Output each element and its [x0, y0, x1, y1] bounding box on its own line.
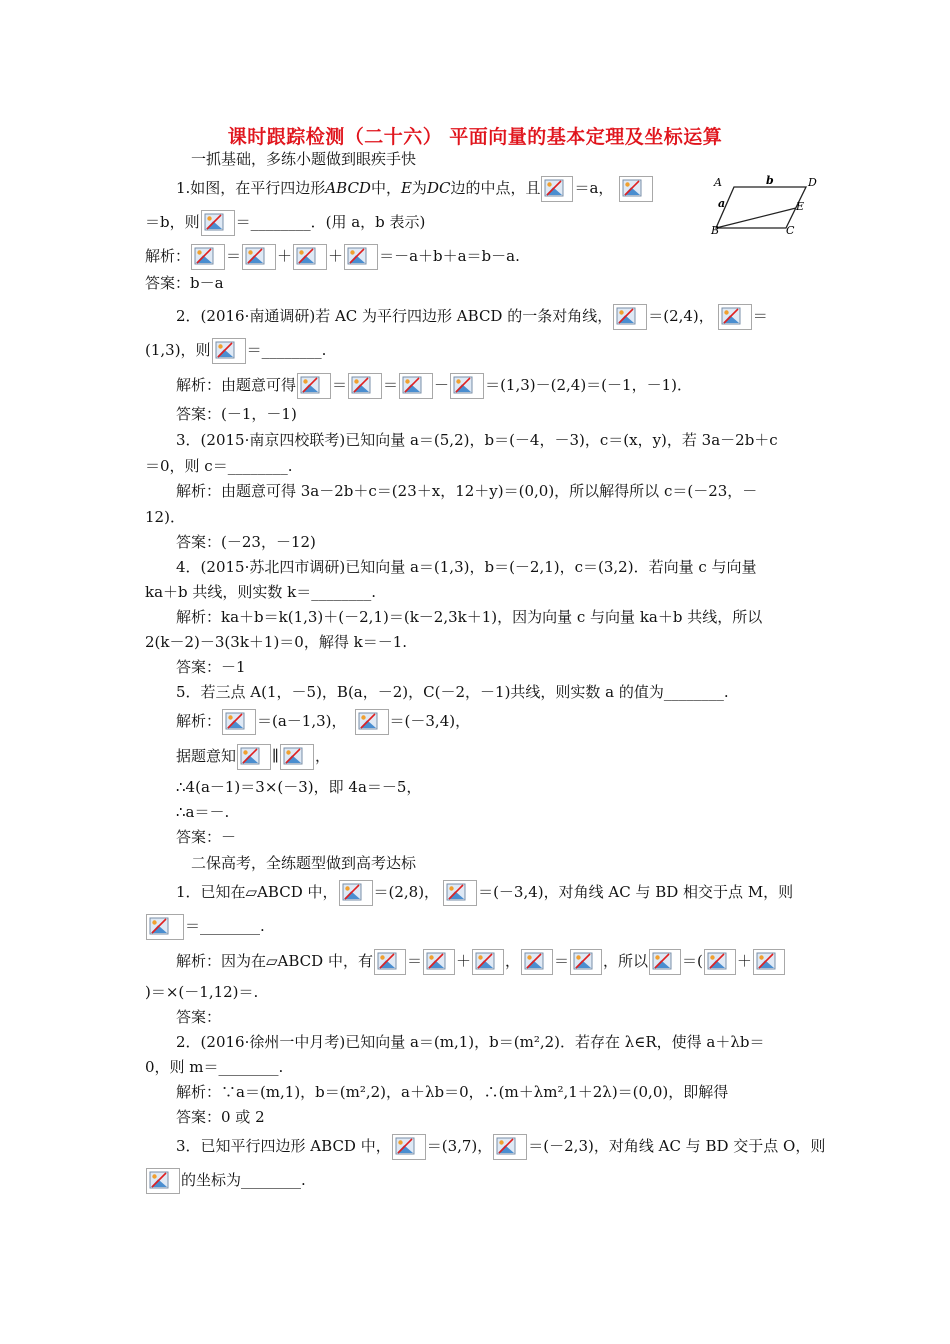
p2-line2: 0，则 m＝________.: [145, 1058, 284, 1076]
p1-eq2: ＝: [554, 952, 570, 970]
q1-analysis-label: 解析：: [145, 247, 191, 265]
broken-image-glyph: [147, 915, 183, 939]
p1-plus2: ＋: [736, 952, 752, 970]
p1-comma: ，: [504, 952, 520, 970]
label-a: a: [718, 197, 726, 210]
vector-image-icon: [472, 949, 504, 975]
broken-image-glyph: [243, 245, 275, 269]
q4-analysis1: 解析：ka＋b＝k(1,3)＋(－2,1)＝(k－2,3k＋1)，因为向量 c 与向量 ka＋b 共线，所以: [176, 608, 763, 626]
vector-image-icon: [146, 1168, 180, 1194]
broken-image-glyph: [375, 950, 405, 974]
vector-image-icon: [570, 949, 602, 975]
diagonal-be: [716, 208, 796, 228]
p1-line1-text: 1．已知在▱ABCD 中，: [176, 883, 338, 901]
vector-image-icon: [450, 373, 484, 399]
q2-line2a: (1,3)，则: [145, 341, 211, 359]
broken-image-glyph: [424, 950, 454, 974]
p1-line2: [145, 914, 265, 940]
label-D: D: [808, 176, 817, 189]
vector-image-icon: [297, 373, 331, 399]
q2-analysis: 解析：由题意可得 ＝ ＝ － ＝(1,3)－(2,4)＝(－1，－1)．: [176, 373, 692, 399]
vector-image-icon: [443, 880, 477, 906]
p1-eq1: ＝: [406, 952, 422, 970]
broken-image-glyph: [223, 710, 255, 734]
q1-e: E: [400, 179, 412, 197]
q5-v1: ＝(a－1,3)，: [257, 712, 347, 730]
p1-paren: ＝(: [682, 952, 703, 970]
q2-line1-text: 2．(2016·南通调研)若 AC 为平行四边形 ABCD 的一条对角线，: [176, 307, 613, 325]
p3-v1: ＝(3,7)，: [426, 1137, 493, 1155]
q1-analysis: 解析： ＝ ＋ ＋ ＝－a＋b＋a＝b－a.: [145, 244, 520, 270]
broken-image-glyph: [444, 881, 476, 905]
broken-image-glyph: [400, 374, 432, 398]
section-heading-1: 一抓基础，多练小题做到眼疾手快: [191, 150, 417, 168]
q5-parallel: ∥: [272, 747, 279, 765]
p1-analysis2: )＝×(－1,12)＝.: [145, 983, 259, 1001]
q2-analysis-tail: ＝(1,3)－(2,4)＝(－1，－1)．: [485, 376, 692, 394]
parallelogram-figure: [712, 172, 822, 236]
vector-image-icon: [753, 949, 785, 975]
q4-line1: 4．(2015·苏北四市调研)已知向量 a＝(1,3)，b＝(－2,1)，c＝(3,2)．若向量 c 与向量: [176, 558, 757, 576]
broken-image-glyph: [614, 305, 646, 329]
q2-line1: 2．(2016·南通调研)若 AC 为平行四边形 ABCD 的一条对角线， ＝(2,4)， ＝: [176, 304, 768, 330]
vector-image-icon: [649, 949, 681, 975]
q1-mid: 中，: [370, 179, 401, 197]
p2-line1: 2．(2016·徐州一中月考)已知向量 a＝(m,1)，b＝(m²,2)．若存在 λ∈R，使得 a＋λb＝: [176, 1033, 765, 1051]
broken-image-glyph: [571, 950, 601, 974]
broken-image-glyph: [451, 374, 483, 398]
broken-image-glyph: [298, 374, 330, 398]
q1-line2: [145, 210, 425, 236]
q1-line1: [176, 176, 654, 202]
broken-image-glyph: [522, 950, 552, 974]
vector-image-icon: [242, 244, 276, 270]
vector-image-icon: [392, 1134, 426, 1160]
label-E: E: [796, 200, 805, 213]
q3-line2: ＝0，则 c＝________.: [145, 457, 293, 475]
p1-line1: [176, 880, 793, 906]
broken-image-glyph: [356, 710, 388, 734]
p1-plus1: ＋: [455, 952, 471, 970]
label-B: B: [711, 224, 720, 237]
p1-line2-text: ＝________.: [185, 917, 265, 935]
broken-image-glyph: [238, 745, 270, 769]
q2-analysis-text: 解析：由题意可得: [176, 376, 297, 394]
vector-image-icon: [339, 880, 373, 906]
parallelogram-shape: [716, 187, 806, 228]
section-heading-2: 二保高考，全练题型做到高考达标: [191, 854, 417, 872]
vector-image-icon: [280, 744, 314, 770]
vector-image-icon: [493, 1134, 527, 1160]
p1-v1: ＝(2,8)，: [373, 883, 440, 901]
vector-image-icon: [399, 373, 433, 399]
broken-image-glyph: [393, 1135, 425, 1159]
q5-line3c: ，: [314, 747, 330, 765]
q2-v1: ＝(2,4)，: [648, 307, 714, 325]
vector-image-icon: [541, 176, 573, 202]
broken-image-glyph: [650, 950, 680, 974]
vector-image-icon: [619, 176, 653, 202]
label-b: b: [766, 174, 774, 187]
q5-line4: ∴4(a－1)＝3×(－3)，即 4a＝－5，: [176, 778, 422, 796]
broken-image-glyph: [202, 211, 234, 235]
p1-v2: ＝(－3,4)，对角线 AC 与 BD 相交于点 M，则: [478, 883, 794, 901]
broken-image-glyph: [473, 950, 503, 974]
broken-image-glyph: [340, 881, 372, 905]
vector-image-icon: [191, 244, 225, 270]
q5-line3a: 据题意知: [176, 747, 237, 765]
label-C: C: [786, 224, 795, 237]
broken-image-glyph: [294, 245, 326, 269]
q5-analysis-label: 解析：: [176, 712, 222, 730]
label-A: A: [714, 176, 722, 189]
p2-answer: 答案：0 或 2: [176, 1108, 265, 1126]
q2-line2b: ＝________.: [246, 341, 327, 359]
p3-line1-text: 3．已知平行四边形 ABCD 中，: [176, 1137, 391, 1155]
broken-image-glyph: [345, 245, 377, 269]
q5-line1: 5．若三点 A(1，－5)，B(a，－2)，C(－2，－1)共线，则实数 a 的值为________.: [176, 683, 729, 701]
p1-analysis1-text: 解析：因为在▱ABCD 中，有: [176, 952, 373, 970]
q5-v2: ＝(－3,4)，: [389, 712, 471, 730]
q1-analysis-tail: ＝－a＋b＋a＝b－a.: [379, 247, 520, 265]
broken-image-glyph: [705, 950, 735, 974]
vector-image-icon: [374, 949, 406, 975]
vector-image-icon: [348, 373, 382, 399]
vector-image-icon: [293, 244, 327, 270]
p1-analysis1: [176, 949, 786, 975]
q1-line2a: ＝b，则: [145, 213, 200, 231]
q1-mid2: 为: [411, 179, 427, 197]
q2-line2: [145, 338, 326, 364]
vector-image-icon: [237, 744, 271, 770]
vector-image-icon: [423, 949, 455, 975]
q5-line3: [176, 744, 330, 770]
broken-image-glyph: [349, 374, 381, 398]
vector-image-icon: [201, 210, 235, 236]
q3-line1: 3．(2015·南京四校联考)已知向量 a＝(5,2)，b＝(－4，－3)，c＝(x，y)，若 3a－2b＋c: [176, 431, 778, 449]
vector-image-icon: [222, 709, 256, 735]
q1-line2b: ＝________．(用 a，b 表示): [235, 213, 426, 231]
broken-image-glyph: [620, 177, 652, 201]
vector-image-icon: [355, 709, 389, 735]
p3-line2-text: 的坐标为________.: [181, 1171, 306, 1189]
vector-image-icon: [344, 244, 378, 270]
q5-line5: ∴a＝－.: [176, 803, 230, 821]
p1-suoyi: ，所以: [603, 952, 649, 970]
vector-image-icon: [704, 949, 736, 975]
broken-image-glyph: [213, 339, 245, 363]
vector-image-icon: [613, 304, 647, 330]
q1-text: 1.如图，在平行四边形: [176, 179, 326, 197]
broken-image-glyph: [147, 1169, 179, 1193]
q4-analysis2: 2(k－2)－3(3k＋1)＝0，解得 k＝－1.: [145, 633, 408, 651]
q1-answer: 答案：b－a: [145, 274, 224, 292]
q5-answer: 答案：－: [176, 828, 237, 846]
q2-answer: 答案：(－1，－1): [176, 405, 297, 423]
q4-answer: 答案：－1: [176, 658, 246, 676]
broken-image-glyph: [719, 305, 751, 329]
q4-line2: ka＋b 共线，则实数 k＝________.: [145, 583, 377, 601]
vector-image-icon: [718, 304, 752, 330]
q1-eq-a: ＝a，: [574, 179, 614, 197]
p2-analysis: 解析：∵a＝(m,1)，b＝(m²,2)，a＋λb＝0，∴(m＋λm²,1＋2λ)＝(0,0)，即解得: [176, 1083, 729, 1101]
vector-image-icon: [521, 949, 553, 975]
broken-image-glyph: [754, 950, 784, 974]
q5-analysis: [176, 709, 470, 735]
page-title: 课时跟踪检测（二十六） 平面向量的基本定理及坐标运算: [227, 126, 723, 148]
p3-line1: [176, 1134, 825, 1160]
q1-dc: DC: [426, 179, 451, 197]
p1-answer: 答案：: [176, 1008, 222, 1026]
q3-answer: 答案：(－23，－12): [176, 533, 316, 551]
broken-image-glyph: [192, 245, 224, 269]
broken-image-glyph: [494, 1135, 526, 1159]
p3-v2: ＝(－2,3)，对角线 AC 与 BD 交于点 O，则: [528, 1137, 826, 1155]
vector-image-icon: [146, 914, 184, 940]
broken-image-glyph: [281, 745, 313, 769]
broken-image-glyph: [542, 177, 572, 201]
vector-image-icon: [212, 338, 246, 364]
q1-mid3: 边的中点，且: [450, 179, 541, 197]
q1-abcd: ABCD: [325, 179, 371, 197]
q3-analysis2: 12)．: [145, 508, 185, 526]
q3-analysis1: 解析：由题意可得 3a－2b＋c＝(23＋x，12＋y)＝(0,0)，所以解得所以 c＝(－23，－: [176, 482, 758, 500]
p3-line2: [145, 1168, 306, 1194]
